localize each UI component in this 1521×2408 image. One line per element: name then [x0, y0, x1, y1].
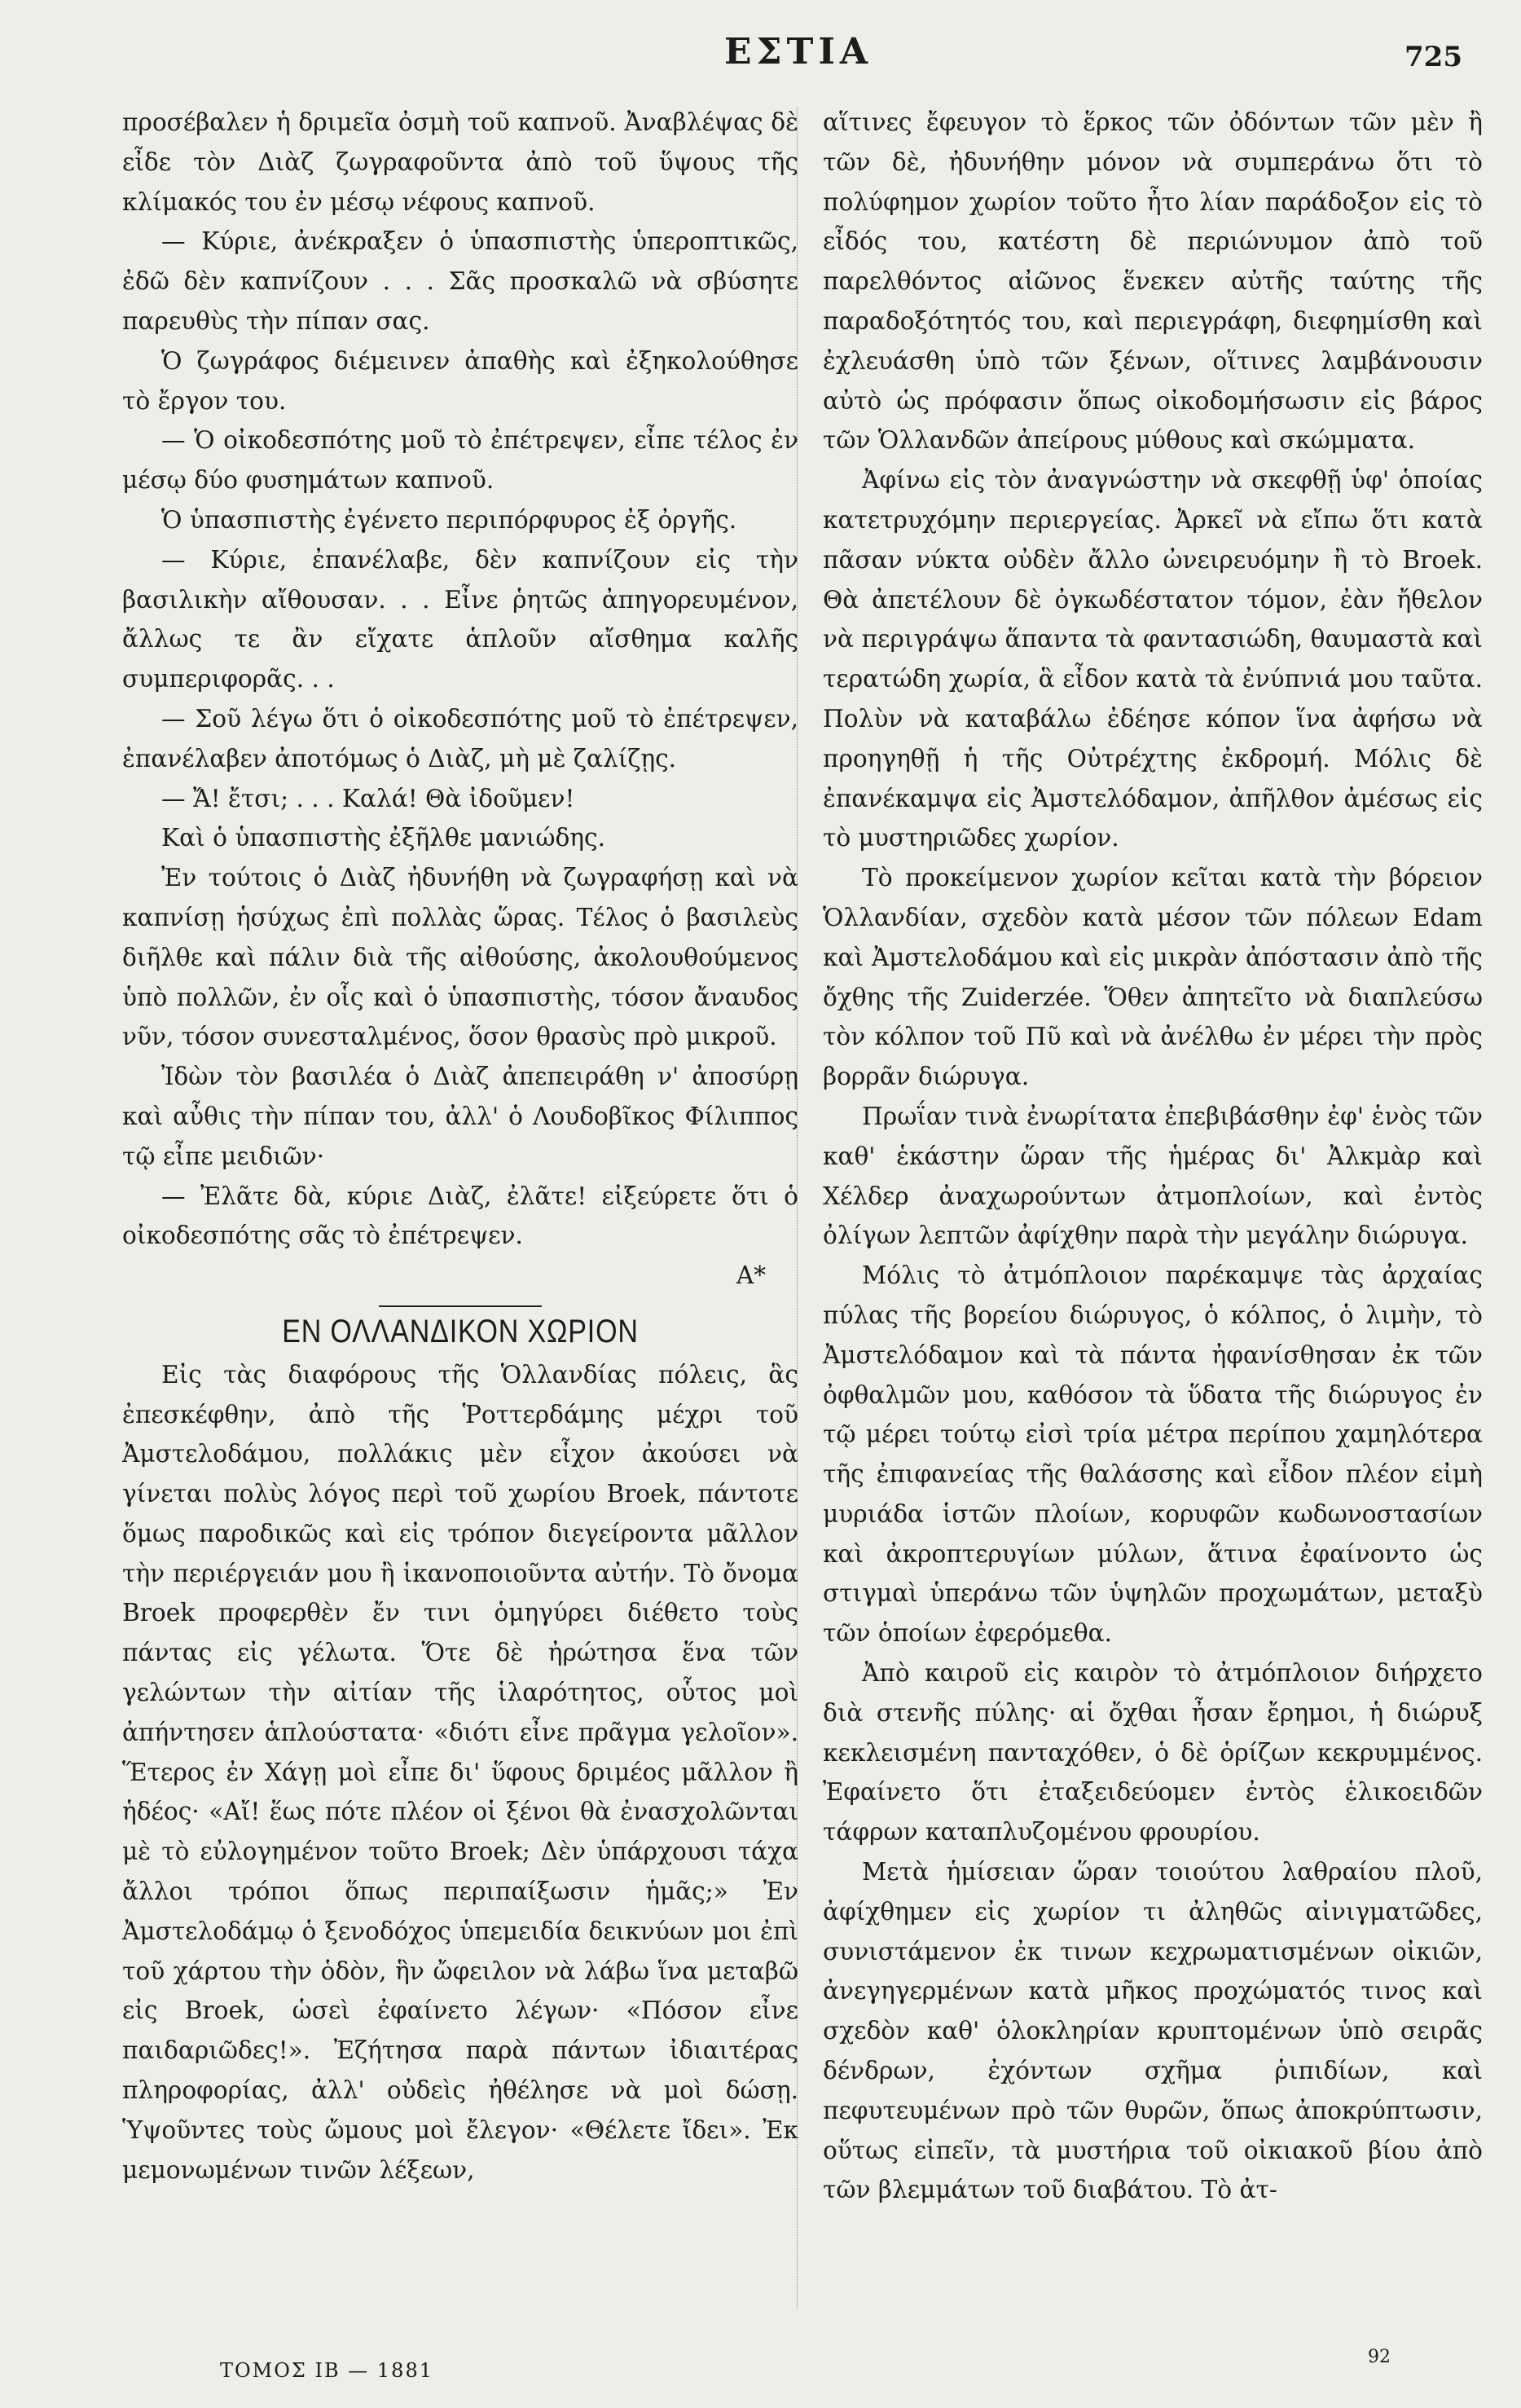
- volume-line: ΤΟΜΟΣ ΙΒ — 1881: [220, 2359, 433, 2382]
- story-paragraph: Καὶ ὁ ὑπασπιστὴς ἐξῆλθε μανιώδης.: [161, 824, 605, 852]
- right-column: [823, 103, 1483, 2210]
- left-column: [122, 103, 798, 2190]
- story-paragraph: προσέβαλεν ἡ δριμεῖα ὀσμὴ τοῦ καπνοῦ. Ἀναβλέψας δὲ εἶδε τὸν Διὰζ ζωγραφοῦντα ἀπὸ τοῦ ὕψους τῆς κλίμακός του ἐν μέσῳ νέφους καπνοῦ.: [122, 108, 798, 216]
- story-paragraph: — Κύριε, ἀνέκραξεν ὁ ὑπασπιστὴς ὑπεροπτικῶς, ἐδῶ δὲν καπνίζουν . . . Σᾶς προσκαλῶ νὰ σβύσητε παρευθὺς τὴν πίπαν σας.: [122, 227, 798, 335]
- story-paragraph: — Ἐλᾶτε δὰ, κύριε Διὰζ, ἐλᾶτε! εἰξεύρετε ὅτι ὁ οἰκοδεσπότης σᾶς τὸ ἐπέτρεψεν.: [122, 1182, 798, 1250]
- story-paragraph: Ἰδὼν τὸν βασιλέα ὁ Διὰζ ἀπεπειράθη ν' ἀποσύρῃ καὶ αὖθις τὴν πίπαν του, ἀλλ' ὁ Λουδοβῖκος Φίλιππος τῷ εἶπε μειδιῶν·: [122, 1063, 798, 1170]
- article-paragraph: Τὸ προκείμενον χωρίον κεῖται κατὰ τὴν βόρειον Ὁλλανδίαν, σχεδὸν κατὰ μέσον τῶν πόλεων Edam καὶ Ἀμστελοδάμου καὶ εἰς μικρὰν ἀπόστασιν ἀπὸ τῆς ὄχθης τῆς Zuiderzée. Ὅθεν ἀπητεῖτο νὰ διαπλεύσω τὸν κόλπον τοῦ Πῦ καὶ νὰ ἀνέλθω ἐν μέρει τὴν πρὸς βορρᾶν διώρυγα.: [823, 864, 1483, 1091]
- author-signature: Α*: [736, 1261, 766, 1290]
- article-paragraph: Εἰς τὰς διαφόρους τῆς Ὁλλανδίας πόλεις, ἃς ἐπεσκέφθην, ἀπὸ τῆς Ῥοττερδάμης μέχρι τοῦ Ἀμστελοδάμου, πολλάκις μὲν εἶχον ἀκούσει νὰ γίνεται πολὺς λόγος περὶ τοῦ χωρίου Broek, πάντοτε ὅμως παροδικῶς καὶ εἰς τρόπον διεγείροντα μᾶλλον τὴν περιέργειάν μου ἢ ἱκανοποιοῦντα αὐτήν. Τὸ ὄνομα Broek προφερθὲν ἔν τινι ὁμηγύρει διέθετο τοὺς πάντας εἰς γέλωτα. Ὅτε δὲ ἠρώτησα ἕνα τῶν γελώντων τὴν αἰτίαν τῆς ἱλαρότητος, οὗτος μοὶ ἀπήντησεν ἁπλούστατα· «διότι εἶνε πρᾶγμα γελοῖον». Ἕτερος ἐν Χάγῃ μοὶ εἶπε δι' ὕφους δριμέος μᾶλλον ἢ ἡδέος· «Αἴ! ἕως πότε πλέον οἱ ξένοι θὰ ἐνασχολῶνται μὲ τὸ εὐλογημένον τοῦτο Broek; Δὲν ὑπάρχουσι τάχα ἄλλοι τρόποι ὅπως περιπαίξωσιν ἡμᾶς;» Ἐν Ἀμστελοδάμῳ ὁ ξενοδόχος ὑπεμειδία δεικνύων μοι ἐπὶ τοῦ χάρτου τὴν ὁδὸν, ἣν ὤφειλον νὰ λάβω ἵνα μεταβῶ εἰς Broek, ὡσεὶ ἐφαίνετο λέγων· «Πόσον εἶνε παιδαριῶδες!». Ἐζήτησα παρὰ πάντων ἰδιαιτέρας πληροφορίας, ἀλλ' οὐδεὶς ἠθέλησε νὰ μοὶ δώσῃ. Ὑψοῦντες τοὺς ὤμους μοὶ ἔλεγον· «Θέλετε ἴδει». Ἐκ μεμονωμένων τινῶν λέξεων,: [122, 1360, 798, 2184]
- article-paragraph: Ἀπὸ καιροῦ εἰς καιρὸν τὸ ἀτμόπλοιον διήρχετο διὰ στενῆς πύλης· αἱ ὄχθαι ἦσαν ἔρημοι, ἡ διώρυξ κεκλεισμένη πανταχόθεν, ὁ δὲ ὁρίζων κεκρυμμένος. Ἐφαίνετο ὅτι ἐταξειδεύομεν ἐντὸς ἑλικοειδῶν τάφρων καταπλυζομένου φρουρίου.: [823, 1659, 1483, 1847]
- story-paragraph: — Ἄ! ἔτσι; . . . Καλά! Θὰ ἰδοῦμεν!: [161, 784, 575, 812]
- story-paragraph: Ὁ ὑπασπιστὴς ἐγένετο περιπόρφυρος ἐξ ὀργῆς.: [161, 505, 737, 534]
- article-paragraph: Μόλις τὸ ἀτμόπλοιον παρέκαμψε τὰς ἀρχαίας πύλας τῆς βορείου διώρυγος, ὁ κόλπος, ὁ λιμὴν, τὸ Ἀμστελόδαμον καὶ τὰ πάντα ἠφανίσθησαν ἐκ τῶν ὀφθαλμῶν μου, καθόσον τὰ ὕδατα τῆς διώρυγος ἐν τῷ μέρει τούτῳ εἰσὶ τρία μέτρα περίπου χαμηλότερα τῆς ἐπιφανείας τῆς θαλάσσης καὶ εἶδον πλέον εἰμὴ μυριάδα ἱστῶν πλοίων, κορυφῶν κωδωνοστασίων καὶ ἀκροπτερυγίων μύλων, ἅτινα ἐφαίνοντο ὡς στιγμαὶ ὑπεράνω τῶν ὑψηλῶν προχωμάτων, μεταξὺ τῶν ὁποίων ἐφερόμεθα.: [823, 1261, 1483, 1648]
- section-rule: [379, 1305, 542, 1307]
- article-paragraph: Ἀφίνω εἰς τὸν ἀναγνώστην νὰ σκεφθῇ ὑφ' ὁποίας κατετρυχόμην περιεργείας. Ἀρκεῖ νὰ εἴπω ὅτι κατὰ πᾶσαν νύκτα οὐδὲν ἄλλο ὠνειρευόμην ἢ τὸ Broek. Θὰ ἀπετέλουν δὲ ὀγκωδέστατον τόμον, ἐὰν ἤθελον νὰ περιγράψω ἅπαντα τὰ φαντασιώδη, θαυμαστὰ καὶ τερατώδη χωρία, ἃ εἶδον κατὰ τὰ ἐνύπνιά μου ταῦτα. Πολὺν νὰ καταβάλω ἐδέησε κόπον ἵνα ἀφήσω νὰ προηγηθῇ ἡ τῆς Οὐτρέχτης ἐκδρομή. Μόλις δὲ ἐπανέκαμψα εἰς Ἀμστελόδαμον, ἀπῆλθον ἀμέσως εἰς τὸ μυστηριῶδες χωρίον.: [823, 466, 1483, 852]
- page-number: 725: [1405, 41, 1462, 73]
- article-paragraph: Μετὰ ἡμίσειαν ὥραν τοιούτου λαθραίου πλοῦ, ἀφίχθημεν εἰς χωρίον τι ἀληθῶς αἰνιγματῶδες, συνιστάμενον ἐκ τινων κεχρωματισμένων οἰκιῶν, ἀνεγηγερμένων κατὰ μῆκος προχώματός τινος καὶ σχεδὸν καθ' ὁλοκληρίαν κρυπτομένων ὑπὸ σειρᾶς δένδρων, ἐχόντων σχῆμα ῥιπιδίων, καὶ πεφυτευμένων πρὸ τῶν θυρῶν, ὅπως ἀποκρύπτωσιν, οὕτως εἰπεῖν, τὰ μυστήρια τοῦ οἰκιακοῦ βίου ἀπὸ τῶν βλεμμάτων τοῦ διαβάτου. Τὸ ἀτ-: [823, 1858, 1483, 2204]
- story-paragraph: — Σοῦ λέγω ὅτι ὁ οἰκοδεσπότης μοῦ τὸ ἐπέτρεψεν, ἐπανέλαβεν ἀποτόμως ὁ Διὰζ, μὴ μὲ ζαλίζῃς.: [122, 704, 798, 773]
- article-paragraph: Πρωΐαν τινὰ ἐνωρίτατα ἐπεβιβάσθην ἐφ' ἑνὸς τῶν καθ' ἑκάστην ὥραν τῆς ἡμέρας δι' Ἀλκμὰρ καὶ Χέλδερ ἀναχωρούντων ἀτμοπλοίων, καὶ ἐντὸς ὀλίγων λεπτῶν ἀφίχθην παρὰ τὴν μεγάλην διώρυγα.: [823, 1102, 1483, 1250]
- section-heading: ΕΝ ΟΛΛΑΝΔΙΚΟΝ ΧΩΡΙΟΝ: [282, 1313, 639, 1349]
- running-head: [0, 31, 1521, 80]
- article-paragraph: αἵτινες ἔφευγον τὸ ἕρκος τῶν ὀδόντων τῶν μὲν ἢ τῶν δὲ, ἠδυνήθην μόνον νὰ συμπεράνω ὅτι τὸ πολύφημον χωρίον τοῦτο ἦτο λίαν παράδοξον εἰς τὸ εἶδός του, κατέστη δὲ περιώνυμον ἀπὸ τοῦ παρελθόντος αἰῶνος ἕνεκεν αὐτῆς ταύτης τῆς παραδοξότητός του, καὶ περιεγράφη, διεφημίσθη καὶ ἐχλευάσθη ὑπὸ τῶν ξένων, οἵτινες λαμβάνουσιν αὐτὸ ὡς πρόφασιν ὅπως οἰκοδομήσωσιν εἰς βάρος τῶν Ὁλλανδῶν ἀπείρους μύθους καὶ σκώμματα.: [823, 108, 1483, 455]
- story-paragraph: — Κύριε, ἐπανέλαβε, δὲν καπνίζουν εἰς τὴν βασιλικὴν αἴθουσαν. . . Εἶνε ῥητῶς ἀπηγορευμένον, ἄλλως τε ἂν εἴχατε ἁπλοῦν αἴσθημα καλῆς συμπεριφορᾶς. . .: [122, 545, 798, 693]
- journal-title: ΕΣΤΙΑ: [723, 31, 873, 73]
- signature-mark: 92: [1368, 2347, 1391, 2367]
- story-paragraph: — Ὁ οἰκοδεσπότης μοῦ τὸ ἐπέτρεψεν, εἶπε τέλος ἐν μέσῳ δύο φυσημάτων καπνοῦ.: [122, 426, 798, 495]
- story-paragraph: Ἐν τούτοις ὁ Διὰζ ἠδυνήθη νὰ ζωγραφήσῃ καὶ νὰ καπνίσῃ ἡσύχως ἐπὶ πολλὰς ὥρας. Τέλος ὁ βασιλεὺς διῆλθε καὶ πάλιν διὰ τῆς αἰθούσης, ἀκολουθούμενος ὑπὸ πολλῶν, ἐν οἷς καὶ ὁ ὑπασπιστὴς, τόσον ἄναυδος νῦν, τόσον συνεσταλμένος, ὅσον θρασὺς πρὸ μικροῦ.: [122, 864, 798, 1051]
- story-paragraph: Ὁ ζωγράφος διέμεινεν ἀπαθὴς καὶ ἐξηκολούθησε τὸ ἔργον του.: [122, 346, 798, 415]
